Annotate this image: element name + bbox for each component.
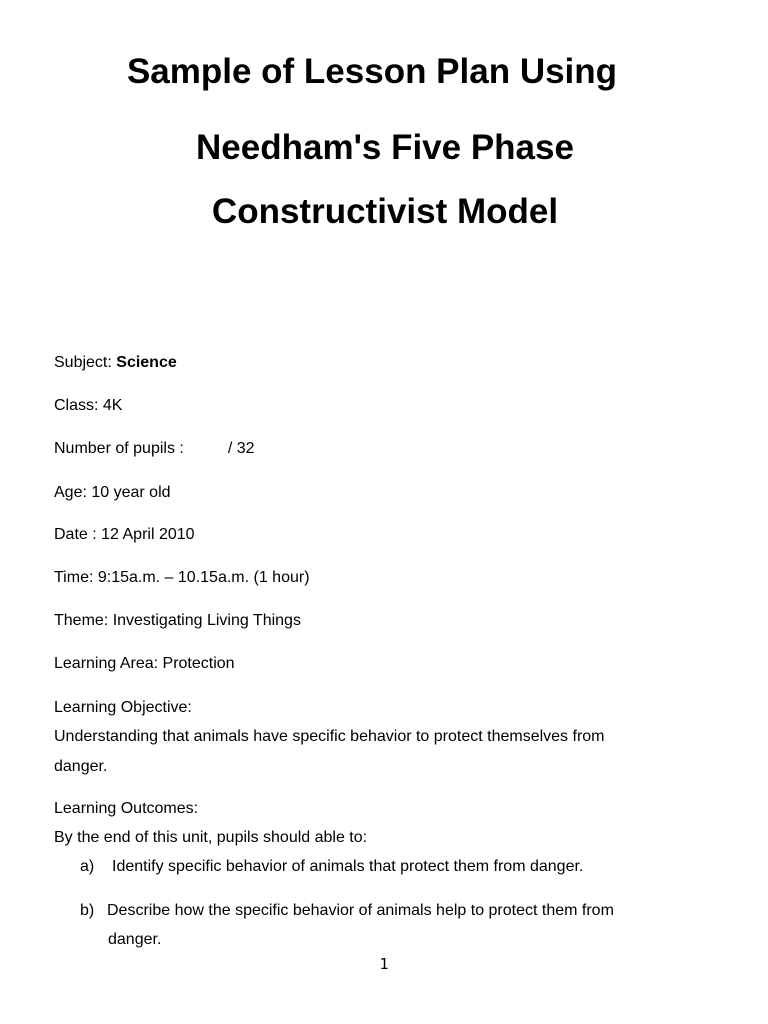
outcomes-label: Learning Outcomes: (54, 800, 199, 817)
pupils-line (54, 440, 255, 458)
outcome-item-b-text-line-2: danger. (108, 931, 162, 948)
document-title-line-2: Needham's Five Phase (196, 128, 574, 167)
outcome-item-a-letter: a) (80, 858, 95, 875)
outcome-item-b-text-line-1: Describe how the specific behavior of animals help to protect them from (107, 902, 614, 919)
outcomes-intro: By the end of this unit, pupils should able to: (54, 829, 368, 846)
time-line: Time: 9:15a.m. – 10.15a.m. (1 hour) (54, 569, 310, 586)
subject-value: Science (116, 354, 177, 371)
subject-line (54, 354, 177, 372)
document-title-line-1: Sample of Lesson Plan Using (126, 52, 618, 91)
age-line: Age: 10 year old (54, 484, 171, 501)
outcome-item-a-text: Identify specific behavior of animals that protect them from danger. (112, 858, 584, 875)
objective-label: Learning Objective: (54, 699, 192, 716)
pupils-label: Number of pupils : (54, 440, 184, 457)
outcome-item-b-letter: b) (80, 902, 95, 919)
pupils-value: / 32 (227, 440, 255, 457)
outcome-item-b (80, 902, 614, 920)
class-line: Class: 4K (54, 397, 123, 414)
objective-text-line-1: Understanding that animals have specific behavior to protect themselves from (54, 728, 605, 745)
page-number: 1 (379, 955, 389, 973)
subject-label: Subject: (54, 354, 117, 371)
document-title-line-3: Constructivist Model (211, 192, 559, 231)
theme-line: Theme: Investigating Living Things (54, 612, 301, 629)
date-line: Date : 12 April 2010 (54, 526, 195, 543)
outcome-item-a (80, 858, 583, 876)
objective-text-line-2: danger. (54, 758, 108, 775)
learning-area-line: Learning Area: Protection (54, 655, 235, 672)
